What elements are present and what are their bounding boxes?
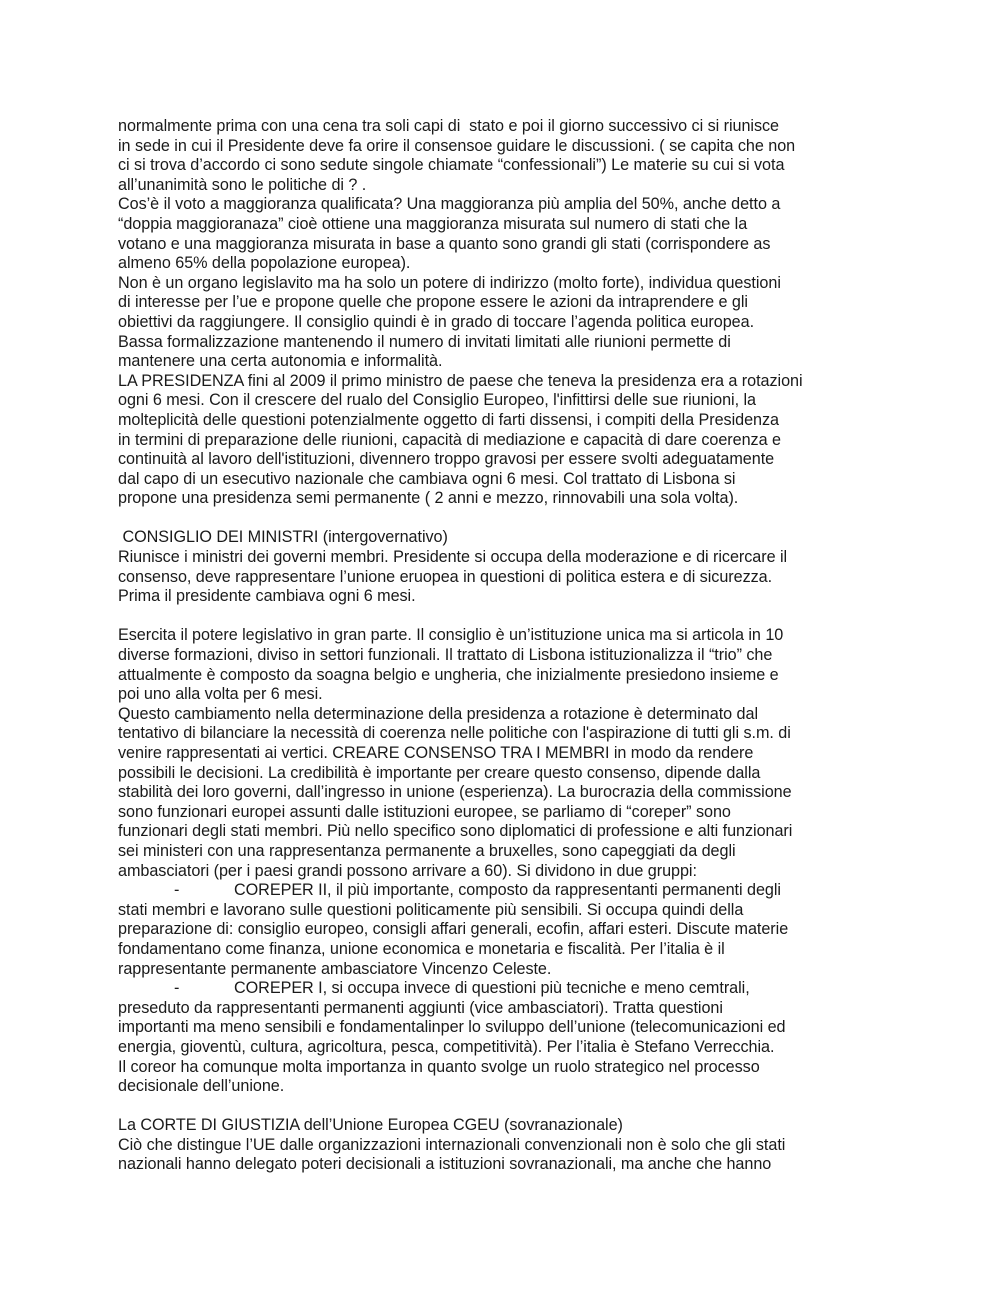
text-line: Prima il presidente cambiava ogni 6 mesi. [118, 587, 416, 606]
text-line: in termini di preparazione delle riunioni, capacità di mediazione e capacità di dare coerenza e [118, 430, 781, 449]
text-line: LA PRESIDENZA fini al 2009 il primo ministro de paese che teneva la presidenza era a rotazioni [118, 371, 803, 390]
text-line: Esercita il potere legislativo in gran parte. Il consiglio è un’istituzione unica ma si articola in 10 [118, 626, 784, 645]
text-line: preseduto da rappresentanti permanenti aggiunti (vice ambasciatori). Tratta questioni [118, 998, 723, 1017]
text-line: nazionali hanno delegato poteri decisionali a istituzioni sovranazionali, ma anche che hanno [118, 1155, 772, 1174]
text-line: CONSIGLIO DEI MINISTRI (intergovernativo) [118, 528, 448, 547]
text-line: almeno 65% della popolazione europea). [118, 254, 411, 273]
text-line: sono funzionari europei assunti dalle istituzioni europee, se parliamo di “coreper” sono [118, 802, 731, 821]
text-line: di interesse per l’ue e propone quelle che propone essere le azioni da intraprendere e gli [118, 293, 748, 312]
text-line: Questo cambiamento nella determinazione della presidenza a rotazione è determinato dal [118, 704, 758, 723]
bullet-item [118, 881, 898, 901]
bullet-text: COREPER II, il più importante, composto da rappresentanti permanenti degli [234, 881, 781, 900]
text-line: rappresentante permanente ambasciatore Vincenzo Celeste. [118, 959, 552, 978]
bullet-dash: - [174, 979, 180, 998]
text-line: tentativo di bilanciare la necessità di coerenza nelle politiche con l'aspirazione di tutti gli s.m. di [118, 724, 791, 743]
text-line: votano e una maggioranza misurata in base a quanto sono grandi gli stati (corrispondere as [118, 234, 771, 253]
text-line: energia, gioventù, cultura, agricoltura, pesca, competitività). Per l’italia è Stefano Verrecchia. [118, 1037, 775, 1056]
blank-line [118, 607, 898, 627]
text-line: sei ministeri con una rappresentanza permanente a bruxelles, sono capeggiati da degli [118, 841, 736, 860]
text-line: Cos’è il voto a maggioranza qualificata? Una maggioranza più amplia del 50%, anche detto a [118, 195, 781, 214]
bullet-dash: - [174, 881, 180, 900]
blank-line [118, 509, 898, 529]
text-line: possibili le decisioni. La credibilità è importante per creare questo consenso, dipende dalla [118, 763, 761, 782]
bullet-text: COREPER I, si occupa invece di questioni più tecniche e meno cemtrali, [234, 979, 750, 998]
text-line: decisionale dell’unione. [118, 1077, 285, 1096]
text-line: fondamentano come finanza, unione economica e monetaria e fiscalità. Per l’italia è il [118, 939, 725, 958]
text-line: “doppia maggioranaza” cioè ottiene una maggioranza misurata sul numero di stati che la [118, 214, 748, 233]
text-line: Riunisce i ministri dei governi membri. Presidente si occupa della moderazione e di ricercare il [118, 548, 788, 567]
text-line: propone una presidenza semi permanente ( 2 anni e mezzo, rinnovabili una sola volta). [118, 489, 739, 508]
text-line: Non è un organo legislavito ma ha solo un potere di indirizzo (molto forte), individua questioni [118, 273, 781, 292]
text-line: consenso, deve rappresentare l’unione eruopea in questioni di politica estera e di sicurezza. [118, 567, 773, 586]
text-line: obiettivi da raggiungere. Il consiglio quindi è in grado di toccare l’agenda politica europea. [118, 312, 755, 331]
text-line: continuità al lavoro dell'istituzioni, divennero troppo gravosi per essere svolti adeguatamente [118, 450, 775, 469]
document-body [118, 117, 898, 1175]
text-line: importanti ma meno sensibili e fondamentalinper lo sviluppo dell’unione (telecomunicazioni ed [118, 1018, 786, 1037]
text-line: mantenere una certa autonomia e informalità. [118, 352, 443, 371]
text-line: molteplicità delle questioni potenzialmente oggetto di farti dissensi, i compiti della Presidenza [118, 410, 780, 429]
text-line: in sede in cui il Presidente deve fa orire il consensoe guidare le discussioni. ( se capita che non [118, 136, 796, 155]
text-line: diverse formazioni, diviso in settori funzionali. Il trattato di Lisbona istituzionalizza il “trio” che [118, 646, 773, 665]
text-line: funzionari degli stati membri. Più nello specifico sono diplomatici di professione e alti funzionari [118, 822, 793, 841]
text-line: Ciò che distingue l’UE dalle organizzazioni internazionali convenzionali non è solo che gli stati [118, 1135, 786, 1154]
text-line: stabilità dei loro governi, dall’ingresso in unione (esperienza). La burocrazia della commissione [118, 783, 792, 802]
text-line: dal capo di un esecutivo nazionale che cambiava ogni 6 mesi. Col trattato di Lisbona si [118, 469, 736, 488]
text-line: normalmente prima con una cena tra soli capi di stato e poi il giorno successivo ci si riunisce [118, 117, 779, 135]
bullet-item [118, 979, 898, 999]
text-line: venire rappresentati ai vertici. CREARE CONSENSO TRA I MEMBRI in modo da rendere [118, 744, 754, 762]
text-line: attualmente è composto da soagna belgio e ungheria, che inizialmente presiedono insieme e [118, 665, 779, 684]
text-line: ci si trova d’accordo ci sono sedute singole chiamate “confessionali”) Le materie su cui si vota [118, 156, 785, 175]
text-line: Bassa formalizzazione mantenendo il numero di invitati limitati alle riunioni permette di [118, 332, 731, 351]
text-line: ambasciatori (per i paesi grandi possono arrivare a 60). Si dividono in due gruppi: [118, 861, 697, 880]
text-line: all’unanimità sono le politiche di ? . [118, 175, 367, 194]
text-line: preparazione di: consiglio europeo, consigli affari generali, ecofin, affari esteri. Discute materie [118, 920, 789, 939]
text-line: La CORTE DI GIUSTIZIA dell’Unione Europea CGEU (sovranazionale) [118, 1116, 623, 1135]
text-line: stati membri e lavorano sulle questioni politicamente più sensibili. Si occupa quindi della [118, 900, 744, 919]
text-line: Il coreor ha comunque molta importanza in quanto svolge un ruolo strategico nel processo [118, 1057, 760, 1076]
blank-line [118, 1097, 898, 1117]
text-line: ogni 6 mesi. Con il crescere del rualo del Consiglio Europeo, l'infittirsi delle sue riunioni, la [118, 391, 756, 410]
text-line: poi uno alla volta per 6 mesi. [118, 685, 323, 704]
